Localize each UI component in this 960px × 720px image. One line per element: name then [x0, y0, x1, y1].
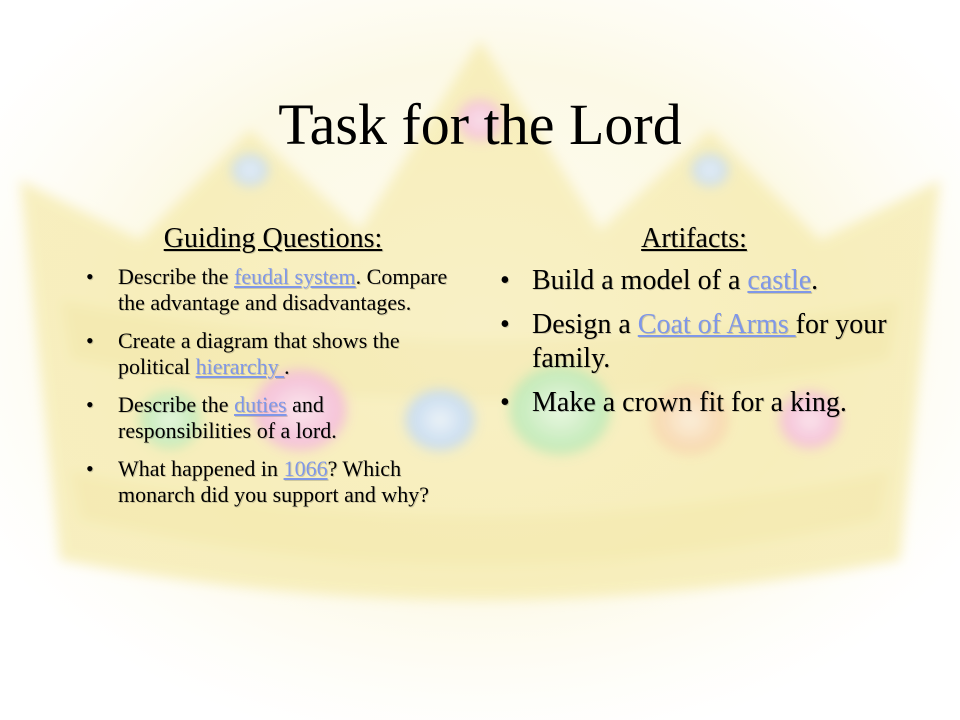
item-text-post: ? Which monarch did you support and why? [118, 456, 429, 507]
bullet-icon: • [86, 264, 94, 289]
feudal-system-link[interactable]: feudal system [234, 264, 356, 289]
item-text-pre: Make a crown fit for a king. [532, 387, 847, 418]
list-item [494, 308, 894, 376]
duties-link[interactable]: duties [234, 392, 287, 417]
guiding-questions-list [80, 264, 460, 508]
artifacts-column [494, 222, 894, 430]
guiding-questions-heading: Guiding Questions: [163, 223, 383, 254]
bullet-icon: • [86, 328, 94, 353]
item-text-pre: Describe the [118, 392, 235, 417]
item-text-pre: What happened in [118, 456, 284, 481]
hierarchy-link[interactable]: hierarchy [195, 354, 285, 379]
slide-title: Task for the Lord [278, 92, 682, 157]
list-item [80, 392, 460, 444]
list-item [80, 456, 460, 508]
1066-link[interactable]: 1066 [283, 456, 328, 481]
item-text-pre: Build a model of a [532, 265, 748, 296]
list-item [494, 264, 894, 298]
bullet-icon: • [86, 392, 94, 417]
bullet-icon: • [500, 309, 510, 340]
item-text-post: . [811, 265, 819, 296]
castle-link[interactable]: castle [747, 265, 812, 296]
item-text-post: and responsibilities of a lord. [118, 392, 337, 443]
list-item [80, 264, 460, 316]
guiding-questions-column [80, 222, 460, 520]
item-text-pre: Design a [532, 309, 638, 340]
list-item [494, 386, 894, 420]
item-text-pre: Create a diagram that shows the political [118, 328, 400, 379]
item-text-post: . Compare the advantage and disadvantages. [118, 264, 448, 315]
coat-of-arms-link[interactable]: Coat of Arms [637, 309, 796, 340]
artifacts-list [494, 264, 894, 420]
item-text-post: . [284, 354, 290, 379]
list-item [80, 328, 460, 380]
artifacts-heading: Artifacts: [641, 223, 747, 254]
item-text-pre: Describe the [118, 264, 235, 289]
bullet-icon: • [500, 265, 510, 296]
bullet-icon: • [86, 456, 94, 481]
bullet-icon: • [500, 387, 510, 418]
item-text-post: for your family. [532, 309, 887, 374]
